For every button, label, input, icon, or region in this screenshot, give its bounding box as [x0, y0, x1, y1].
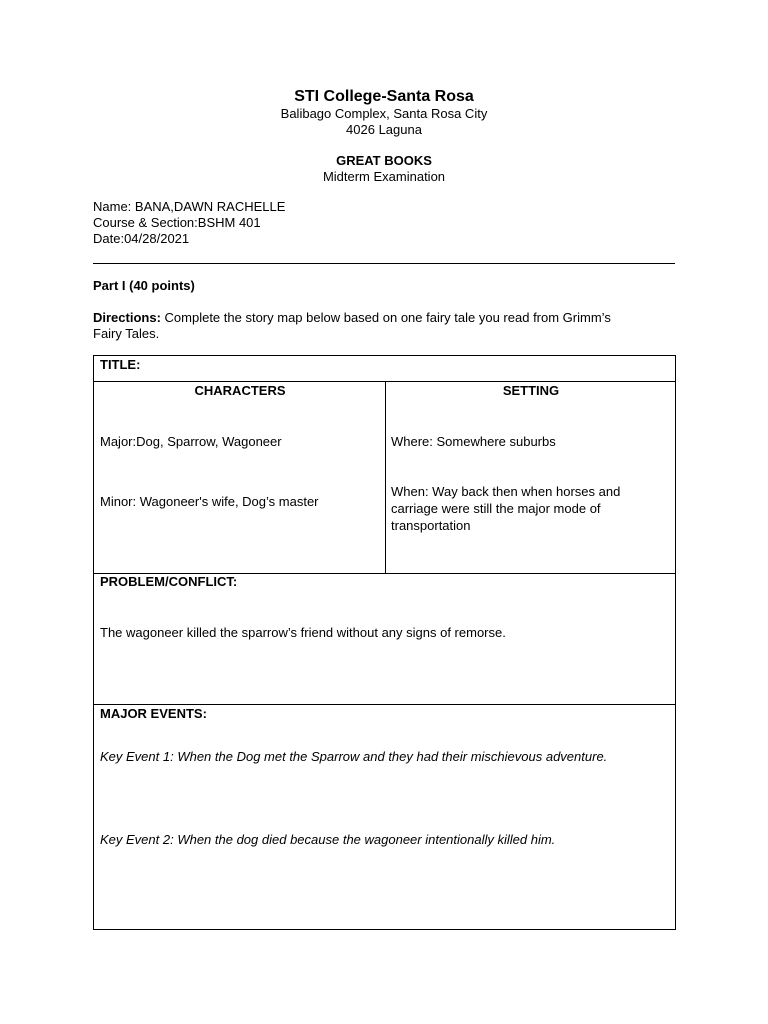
- directions-text-line2: Fairy Tales.: [93, 326, 160, 341]
- setting-when: [391, 484, 620, 534]
- exam-title: Midterm Examination: [322, 169, 446, 184]
- horizontal-rule: [93, 263, 675, 264]
- problem-label: PROBLEM/CONFLICT:: [100, 574, 238, 589]
- setting-when-line3: transportation: [391, 518, 471, 533]
- title-cell: [94, 356, 676, 382]
- school-address-line1: Balibago Complex, Santa Rosa City: [280, 106, 488, 121]
- events-cell: [94, 705, 676, 930]
- student-name: Name: BANA,DAWN RACHELLE: [93, 199, 286, 214]
- major-characters: Major:Dog, Sparrow, Wagoneer: [100, 434, 282, 449]
- problem-text: The wagoneer killed the sparrow’s friend without any signs of remorse.: [100, 625, 506, 640]
- subject-title: GREAT BOOKS: [336, 153, 432, 168]
- setting-when-line2: carriage were still the major mode of: [391, 501, 601, 516]
- part-title: Part I (40 points): [93, 278, 195, 293]
- problem-cell: [94, 574, 676, 705]
- key-event-1: Key Event 1: When the Dog met the Sparrow and they had their mischievous adventure.: [100, 749, 608, 764]
- setting-header: SETTING: [502, 383, 560, 398]
- directions-text: Complete the story map below based on one fairy tale you read from Grimm’s: [160, 310, 611, 325]
- school-name: STI College-Santa Rosa: [294, 88, 474, 105]
- title-label: TITLE:: [100, 357, 141, 372]
- setting-where: Where: Somewhere suburbs: [391, 434, 556, 449]
- directions-label: Directions:: [93, 310, 161, 325]
- story-map-table: [93, 355, 676, 930]
- directions: [93, 310, 675, 342]
- exam-date: Date:04/28/2021: [93, 231, 190, 246]
- school-address-line2: 4026 Laguna: [346, 122, 422, 137]
- characters-cell: [94, 382, 386, 574]
- characters-header: CHARACTERS: [194, 383, 286, 398]
- events-label: MAJOR EVENTS:: [100, 706, 207, 721]
- student-course: Course & Section:BSHM 401: [93, 215, 261, 230]
- key-event-2: Key Event 2: When the dog died because the wagoneer intentionally killed him.: [100, 832, 556, 847]
- setting-when-line1: When: Way back then when horses and: [391, 484, 621, 499]
- minor-characters: Minor: Wagoneer's wife, Dog’s master: [100, 494, 319, 509]
- setting-cell: [386, 382, 676, 574]
